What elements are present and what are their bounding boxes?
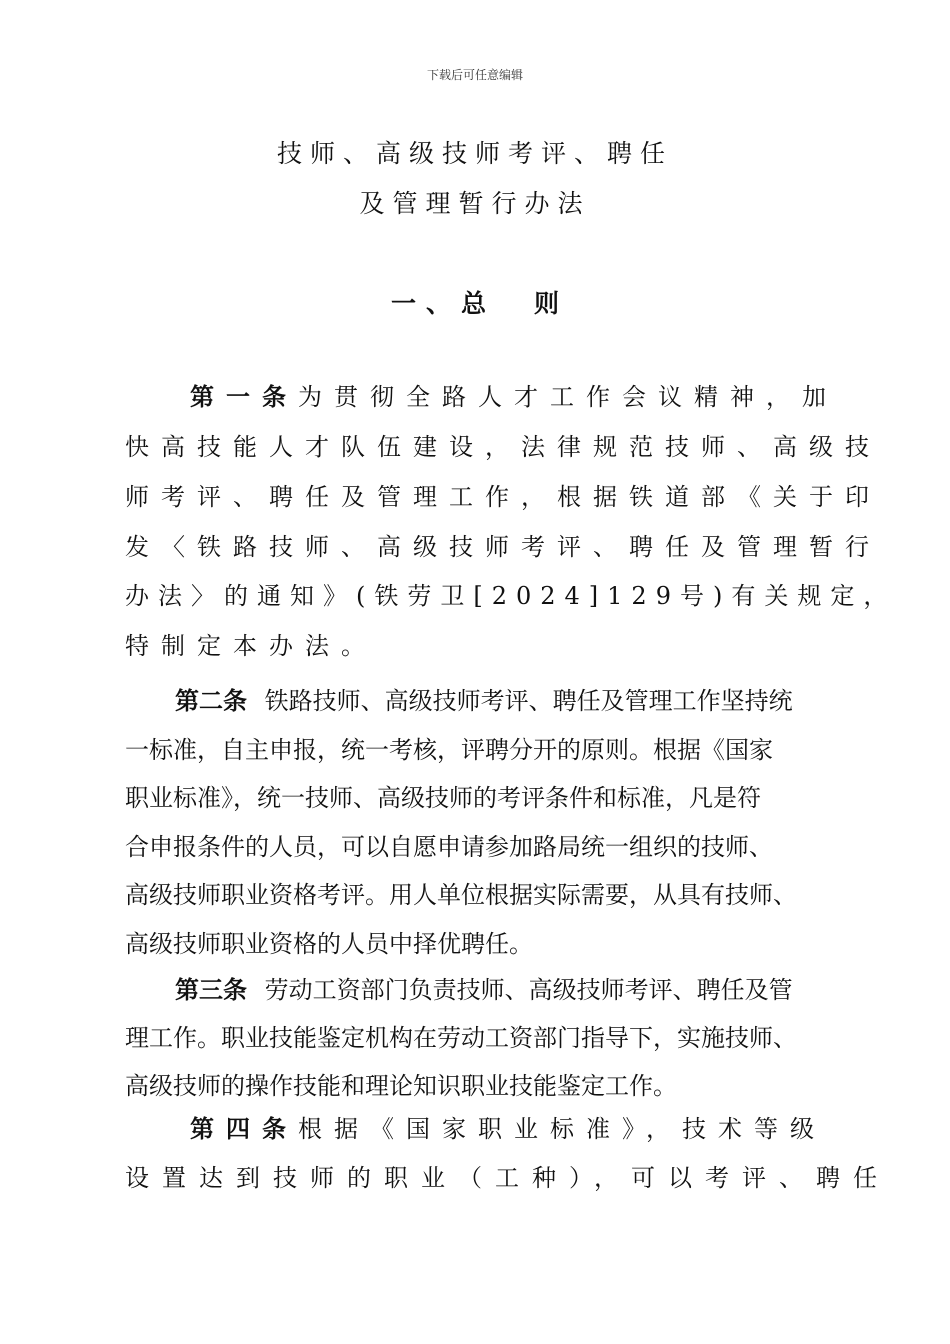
article-3-line-2: 理工作。职业技能鉴定机构在劳动工资部门指导下，实施技师、 bbox=[125, 1024, 797, 1052]
article-2-label: 第二条 bbox=[175, 686, 247, 715]
section-word-2: 则 bbox=[534, 289, 560, 318]
section-heading bbox=[0, 284, 950, 320]
section-word-1: 总 bbox=[460, 289, 486, 318]
article-2-text-1: 铁路技师、高级技师考评、聘任及管理工作坚持统 bbox=[264, 687, 793, 715]
article-3-line-3: 高级技师的操作技能和理论知识职业技能鉴定工作。 bbox=[125, 1072, 677, 1100]
article-2-line-3: 职业标准》，统一技师、高级技师的考评条件和标准，凡是符 bbox=[125, 784, 761, 812]
article-2-line-6: 高级技师职业资格的人员中择优聘任。 bbox=[125, 930, 533, 958]
article-1-text-1: 为贯彻全路人才工作会议精神，加 bbox=[298, 383, 838, 411]
article-3-text-1: 劳动工资部门负责技师、高级技师考评、聘任及管 bbox=[264, 976, 793, 1004]
article-1-line-2: 快高技能人才队伍建设，法律规范技师、高级技 bbox=[125, 433, 881, 461]
article-4-line-1 bbox=[190, 1114, 826, 1144]
article-3-line-1 bbox=[175, 975, 793, 1005]
header-note: 下载后可任意编辑 bbox=[426, 68, 523, 82]
article-4-label: 第四条 bbox=[190, 1114, 298, 1143]
article-2-line-5: 高级技师职业资格考评。用人单位根据实际需要，从具有技师、 bbox=[125, 881, 797, 909]
article-3-label: 第三条 bbox=[175, 975, 247, 1004]
article-2-line-4: 合申报条件的人员，可以自愿申请参加路局统一组织的技师、 bbox=[125, 833, 773, 861]
article-2-line-2: 一标准，自主申报，统一考核，评聘分开的原则。根据《国家 bbox=[125, 736, 773, 764]
document-title-line-2: 及管理暂行办法 bbox=[359, 189, 591, 218]
article-4-line-2: 设置达到技师的职业（工种），可以考评、聘任 bbox=[125, 1164, 890, 1192]
article-1-line-1 bbox=[190, 382, 838, 412]
article-1-line-5: 办法〉的通知》(铁劳卫[2024]129号)有关规定， bbox=[125, 582, 897, 610]
section-number: 一、 bbox=[390, 289, 461, 318]
article-1-line-6: 特制定本办法。 bbox=[125, 632, 377, 660]
article-1-line-4: 发〈铁路技师、高级技师考评、聘任及管理暂行 bbox=[125, 533, 881, 561]
article-4-text-1: 根据《国家职业标准》，技术等级 bbox=[298, 1115, 826, 1143]
document-title-line-1: 技师、高级技师考评、聘任 bbox=[276, 139, 673, 168]
article-2-line-1 bbox=[175, 686, 793, 716]
article-1-line-3: 师考评、聘任及管理工作，根据铁道部《关于印 bbox=[125, 483, 881, 511]
article-1-label: 第一条 bbox=[190, 382, 298, 411]
